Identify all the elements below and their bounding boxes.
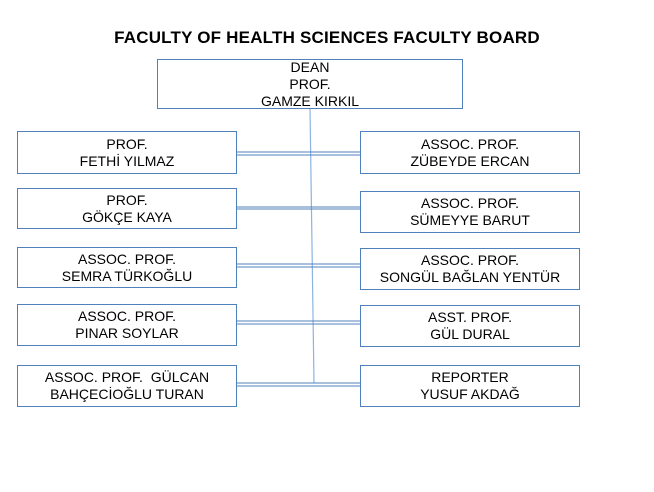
- member-rank: ASST. PROF.: [427, 309, 513, 325]
- member-box-semra-turkoglu: [17, 247, 237, 288]
- member-name: ZÜBEYDE ERCAN: [410, 152, 530, 169]
- member-name: PINAR SOYLAR: [75, 325, 179, 341]
- horizontal-connectors: [236, 152, 360, 386]
- member-name: GÜL DURAL: [430, 326, 510, 342]
- member-rank: ASSOC. PROF.: [420, 252, 520, 268]
- member-box-sumeyye-barut: [360, 191, 580, 233]
- member-box-gokce-kaya: [17, 188, 237, 229]
- page-title: FACULTY OF HEALTH SCIENCES FACULTY BOARD: [114, 28, 540, 47]
- member-rank: ASSOC. PROF. GÜLCAN: [44, 369, 210, 385]
- dean-rank: PROF.: [289, 75, 331, 92]
- member-box-zubeyde-ercan: [360, 131, 580, 174]
- member-rank: REPORTER: [431, 369, 509, 385]
- member-box-yusuf-akdag: [360, 365, 580, 407]
- member-name: SEMRA TÜRKOĞLU: [61, 267, 193, 284]
- member-rank: ASSOC. PROF.: [420, 195, 520, 211]
- vertical-connector: [310, 108, 314, 383]
- member-rank: PROF.: [106, 135, 148, 152]
- member-box-gul-dural: [360, 305, 580, 347]
- member-box-pinar-soylar: [17, 304, 237, 346]
- member-name: SONGÜL BAĞLAN YENTÜR: [379, 269, 561, 285]
- member-name: SÜMEYYE BARUT: [410, 212, 530, 228]
- member-box-songul-baglan-yentur: [360, 248, 580, 290]
- member-rank: ASSOC. PROF.: [420, 135, 520, 152]
- member-rank: PROF.: [106, 191, 148, 208]
- member-name: GÖKÇE KAYA: [82, 208, 172, 225]
- member-name: BAHÇECİOĞLU TURAN: [50, 386, 204, 402]
- member-rank: ASSOC. PROF.: [77, 308, 177, 324]
- dean-box: [157, 59, 463, 109]
- member-rank: ASSOC. PROF.: [77, 250, 177, 267]
- member-box-fethi-yilmaz: [17, 131, 237, 174]
- member-name: FETHİ YILMAZ: [79, 152, 175, 169]
- member-box-gulcan-bahcecioglu-turan: [17, 365, 237, 407]
- dean-name: GAMZE KIRKIL: [260, 92, 360, 109]
- member-name: YUSUF AKDAĞ: [420, 386, 520, 402]
- dean-title: DEAN: [290, 58, 330, 75]
